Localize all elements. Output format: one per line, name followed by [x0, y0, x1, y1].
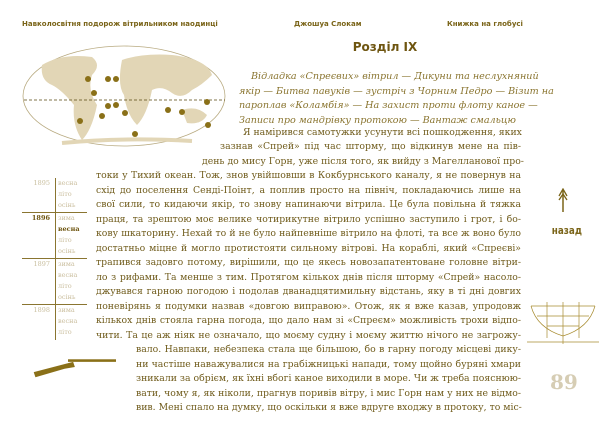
timeline-season[interactable]: літо: [58, 190, 72, 198]
chapter-title: Розділ IX: [352, 40, 418, 54]
page-number: 89: [550, 370, 578, 394]
body-line: праця, та зрештою моє велике чотирикутне вітрило успішно заступило і грот, і бо-: [96, 214, 521, 225]
body-line: ни частіше наважувалися на грабіжницькі напади, тому щойно буряні хмари: [136, 359, 521, 370]
body-line: свої сили, то кидаючи якір, то знову напинаючи вітрила. Це була повільна й тяжка: [96, 199, 521, 210]
timeline-season[interactable]: весна: [58, 271, 78, 279]
body-line: кількох днів стояла гарна погода, що дало нам зі «Спреєм» можливість трохи відпо-: [96, 315, 521, 326]
timeline-season[interactable]: зима: [58, 260, 75, 268]
timeline-season[interactable]: літо: [58, 282, 72, 290]
timeline-season[interactable]: весна: [58, 179, 78, 187]
timeline-season[interactable]: осінь: [58, 201, 76, 209]
timeline-season[interactable]: літо: [58, 236, 72, 244]
timeline-axis: [55, 178, 56, 340]
header-book-title: Навколосвітня подорож вітрильником наодинці: [22, 20, 218, 28]
timeline-season[interactable]: осінь: [58, 247, 76, 255]
timeline-year[interactable]: 1898: [33, 306, 50, 314]
body-line: достатньо міцне й могло протистояти сильному вітрові. На кораблі, який «Спреєві»: [96, 243, 521, 254]
ship-hull-drawing: [527, 298, 599, 348]
header-author: Джошуа Слокам: [294, 20, 362, 28]
timeline-year-current[interactable]: 1896: [31, 214, 50, 222]
world-map-illustration: [22, 45, 227, 147]
body-line: зникали за обрієм, як їхні вбогі каное виходили в море. Чи ж треба пояснюю-: [136, 373, 521, 384]
body-line: вив. Мені спало на думку, що оскільки я вже вдруге входжу в протоку, то міс-: [136, 402, 522, 413]
timeline-season[interactable]: зима: [58, 306, 75, 314]
body-line: чити. Та це аж ніяк не означало, що моєму судну і моєму життю нічого не загрожу-: [96, 330, 521, 341]
timeline-season[interactable]: зима: [58, 214, 75, 222]
timeline-season[interactable]: осінь: [58, 293, 76, 301]
chapter-summary-line: Записи про мандрівку протокою — Вантаж смальцю: [239, 115, 517, 126]
body-line: схід до поселення Сенді-Поінт, а поплив просто на північ, покладаючись лише на: [96, 185, 521, 196]
body-line: джувався гарною погодою і подолав дванадцятимильну відстань, яку в ті дні довгих: [96, 286, 521, 297]
timeline-divider: [22, 304, 87, 305]
body-line: трапився задовго потому, вирішили, що це якесь новозапатентоване головне вітри-: [96, 257, 521, 268]
chapter-summary-line: пароплав «Коламбія» — На захист проти флоту каное —: [239, 100, 538, 111]
timeline-year[interactable]: 1895: [33, 179, 50, 187]
body-line: день до мису Горн, уже після того, як вийду з Магелланової про-: [202, 156, 524, 167]
body-line: Я намірився самотужки усунути всі пошкодження, яких: [243, 127, 522, 138]
arrow-up-icon[interactable]: [558, 188, 568, 212]
rifle-illustration: [25, 355, 123, 379]
timeline-season[interactable]: літо: [58, 328, 72, 336]
timeline-divider: [22, 258, 87, 259]
chapter-summary-line: Відладка «Спреєвих» вітрил — Дикуни та неслухняний: [251, 71, 539, 82]
body-line: токи у Тихий океан. Тож, знов увійшовши в Кокбурнського каналу, я не повернув на: [96, 170, 521, 181]
body-line: поневірянь я подумки назвав «довгою виправою». Отож, як я вже казав, упродовж: [96, 301, 521, 312]
timeline-year[interactable]: 1897: [33, 260, 50, 268]
back-link[interactable]: назад: [551, 224, 582, 237]
body-line: ло з рифами. Та менше з тим. Протягом кількох днів після шторму «Спрей» насоло-: [96, 272, 521, 283]
header-series: Книжка на глобусі: [447, 20, 523, 28]
timeline-divider: [22, 212, 87, 213]
chapter-summary-line: якір — Битва павуків — зустріч з Чорним Педро — Візит на: [239, 86, 554, 97]
body-line: кову шкаторину. Нехай то й не було найпевніше вітрило на флоті, та все ж воно було: [96, 228, 521, 239]
body-line: вати, чому я, як ніколи, прагнув поривів вітру, і мис Горн нам у них не відмо-: [136, 388, 521, 399]
body-line: вало. Навпаки, небезпека стала ще більшою, бо в гарну погоду місцеві дику-: [136, 344, 521, 355]
timeline-season[interactable]: весна: [58, 317, 78, 325]
timeline-season-current[interactable]: весна: [58, 225, 80, 233]
body-line: зазнав «Спрей» під час шторму, що відкинув мене на пів-: [220, 141, 521, 152]
